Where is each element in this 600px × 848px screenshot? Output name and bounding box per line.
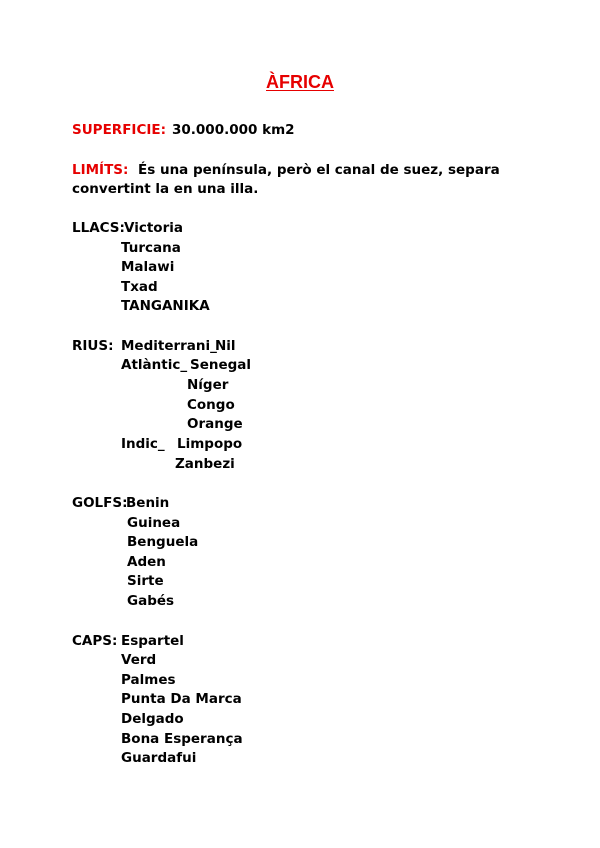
cap-item: Delgado bbox=[121, 711, 184, 727]
cap-item: Palmes bbox=[121, 672, 176, 688]
title-text: ÀFRICA bbox=[266, 72, 334, 92]
llac-item: Turcana bbox=[121, 240, 181, 256]
golf-item: Guinea bbox=[127, 515, 181, 531]
riu-river: Zanbezi bbox=[175, 456, 235, 472]
cap-item: Guardafui bbox=[121, 750, 197, 766]
riu-sea: Atlàntic_ bbox=[121, 357, 188, 373]
golf-item: Benin bbox=[126, 495, 170, 511]
rius-label: RIUS: bbox=[72, 338, 114, 354]
riu-river: Limpopo bbox=[177, 436, 243, 452]
limits-label: LIMÍTS: bbox=[72, 162, 129, 178]
golf-item: Aden bbox=[127, 554, 166, 570]
llac-item: Victoria bbox=[124, 220, 183, 236]
cap-item: Bona Esperança bbox=[121, 731, 243, 747]
llac-item: Malawi bbox=[121, 259, 175, 275]
limits-line-2: convertint la en una illa. bbox=[72, 181, 259, 197]
golf-item: Sirte bbox=[127, 573, 164, 589]
caps-label: CAPS: bbox=[72, 633, 118, 649]
riu-river: Orange bbox=[187, 416, 243, 432]
llac-item: TANGANIKA bbox=[121, 298, 210, 314]
page-title bbox=[0, 72, 600, 93]
cap-item: Punta Da Marca bbox=[121, 691, 242, 707]
golf-item: Gabés bbox=[127, 593, 175, 609]
llac-item: Txad bbox=[121, 279, 158, 295]
golf-item: Benguela bbox=[127, 534, 199, 550]
riu-river: Congo bbox=[187, 397, 235, 413]
limits-line-1: És una península, però el canal de suez, separa bbox=[138, 162, 500, 178]
cap-item: Verd bbox=[121, 652, 157, 668]
riu-river: Nil bbox=[215, 338, 236, 354]
golfs-label: GOLFS: bbox=[72, 495, 128, 511]
cap-item: Espartel bbox=[121, 633, 184, 649]
llacs-label: LLACS: bbox=[72, 220, 125, 236]
riu-river: Níger bbox=[187, 377, 229, 393]
riu-sea: Mediterrani_ bbox=[121, 338, 217, 354]
riu-river: Senegal bbox=[190, 357, 252, 373]
superficie-value: 30.000.000 km2 bbox=[172, 122, 295, 138]
superficie-label: SUPERFICIE: bbox=[72, 122, 166, 138]
riu-sea: Indic_ bbox=[121, 436, 165, 452]
